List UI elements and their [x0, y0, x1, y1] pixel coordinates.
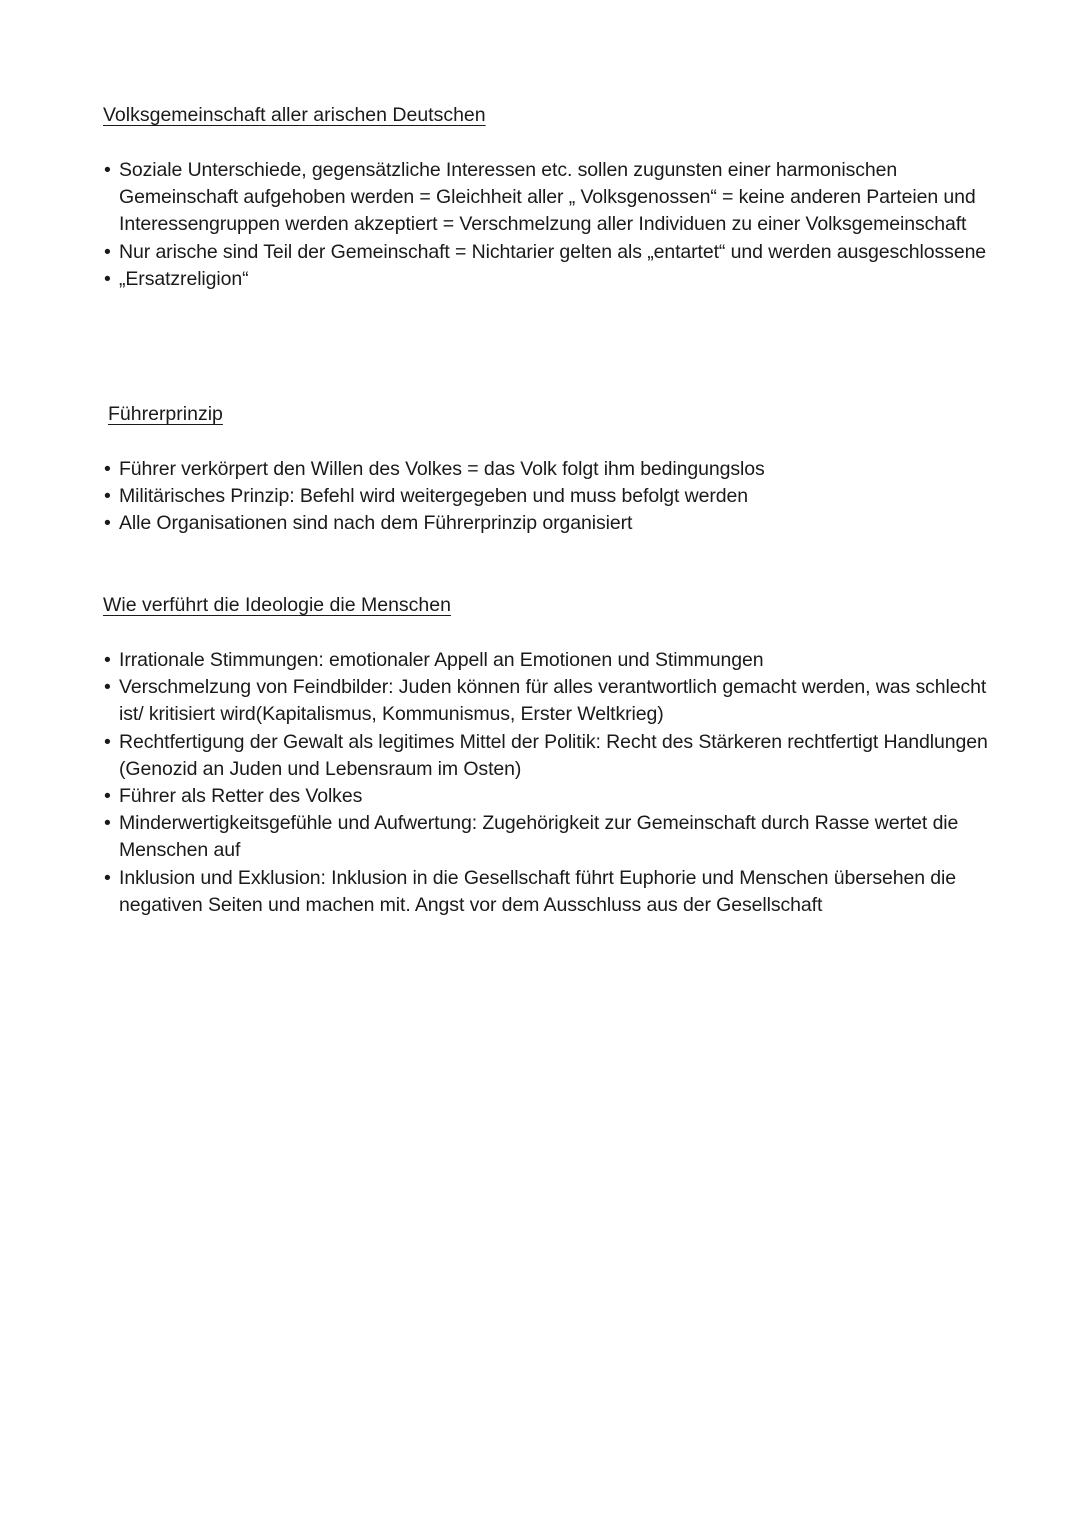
list-item: [103, 647, 993, 674]
list-item: [103, 783, 993, 810]
list-item-text: Irrationale Stimmungen: emotionaler Appell an Emotionen und Stimmungen: [119, 649, 764, 671]
list-item-text: Verschmelzung von Feindbilder: Juden können für alles verantwortlich gemacht werden, was schlecht ist/ kritisiert wird(Kapitalismus, Kommunismus, Erster Weltkrieg): [119, 676, 987, 726]
bullet-list: [103, 157, 993, 293]
list-item-text: Führer verkörpert den Willen des Volkes = das Volk folgt ihm bedingungslos: [119, 458, 765, 480]
list-item: [103, 510, 998, 537]
bullet-icon: •: [104, 485, 111, 508]
bullet-list: [103, 456, 998, 538]
section-ideologie: [103, 592, 993, 919]
bullet-icon: •: [104, 649, 111, 671]
list-item-text: „Ersatzreligion“: [119, 267, 249, 290]
section-fuehrerprinzip: [104, 401, 998, 538]
section-heading: Führerprinzip: [108, 403, 223, 425]
list-item: [103, 729, 993, 783]
list-item-text: Rechtfertigung der Gewalt als legitimes Mittel der Politik: Recht des Stärkeren rechtfertigt Handlungen (Genozid an Juden und Lebensraum im Osten): [119, 730, 988, 780]
list-item: [103, 239, 993, 266]
bullet-icon: •: [104, 676, 111, 699]
list-item: [103, 483, 998, 510]
bullet-icon: •: [104, 812, 111, 835]
list-item: [103, 674, 993, 728]
list-item-text: Führer als Retter des Volkes: [119, 785, 363, 808]
list-item-text: Militärisches Prinzip: Befehl wird weitergegeben und muss befolgt werden: [119, 485, 749, 508]
bullet-icon: •: [104, 730, 111, 753]
bullet-icon: •: [104, 159, 111, 181]
section-heading: Wie verführt die Ideologie die Menschen: [103, 594, 451, 616]
bullet-icon: •: [104, 866, 111, 889]
list-item-text: Alle Organisationen sind nach dem Führerprinzip organisiert: [119, 512, 633, 535]
bullet-icon: •: [104, 267, 111, 290]
bullet-icon: •: [104, 240, 111, 263]
list-item-text: Soziale Unterschiede, gegensätzliche Interessen etc. sollen zugunsten einer harmonischen Gemeinschaft aufgehoben werden = Gleichheit aller „ Volksgenossen“ = keine anderen Parteien und Interessengruppen werden akzeptiert = Verschmelzung aller Individuen zu einer Volksgemeinschaft: [119, 159, 976, 236]
bullet-icon: •: [104, 458, 111, 480]
section-heading: Volksgemeinschaft aller arischen Deutschen: [103, 104, 486, 126]
bullet-icon: •: [104, 785, 111, 808]
section-volksgemeinschaft: [103, 102, 993, 293]
bullet-list: [103, 647, 993, 919]
list-item-text: Minderwertigkeitsgefühle und Aufwertung: Zugehörigkeit zur Gemeinschaft durch Rasse wertet die Menschen auf: [119, 812, 959, 862]
list-item: [103, 810, 993, 864]
list-item-text: Inklusion und Exklusion: Inklusion in die Gesellschaft führt Euphorie und Menschen übersehen die negativen Seiten und machen mit. Angst vor dem Ausschluss aus der Gesellschaft: [119, 866, 957, 916]
list-item: [103, 865, 993, 919]
list-item: [103, 266, 993, 293]
bullet-icon: •: [104, 512, 111, 535]
list-item: [103, 456, 998, 483]
list-item-text: Nur arische sind Teil der Gemeinschaft = Nichtarier gelten als „entartet“ und werden ausgeschlossene: [119, 240, 987, 263]
list-item: [103, 157, 993, 239]
